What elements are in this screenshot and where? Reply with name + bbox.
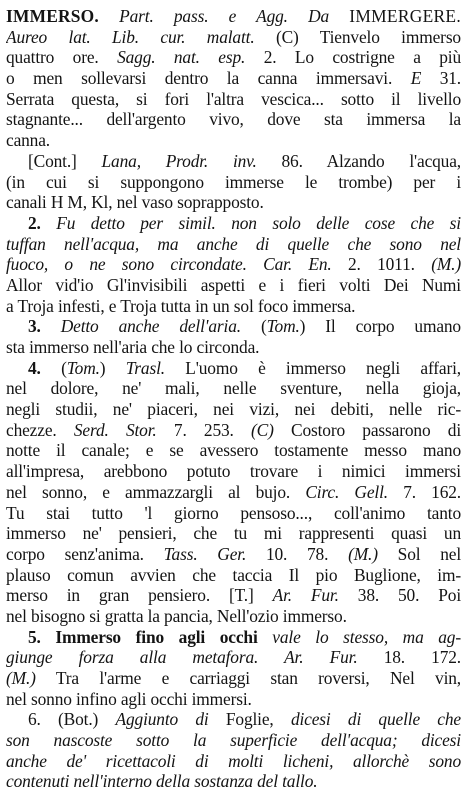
text-segment: sta immerso nell'aria che lo circonda.	[6, 337, 260, 357]
text-line	[6, 172, 461, 193]
text-segment: 2. 1011.	[331, 254, 432, 275]
headword: IMMERSO.	[6, 6, 99, 26]
text-line	[6, 709, 461, 730]
text-line	[6, 234, 461, 255]
text-segment: nel sonno infino agli occhi immersi.	[6, 688, 252, 709]
text-segment: all'impresa, arebbono potuto trovare i nimici immersi	[6, 461, 461, 482]
text-segment: Costoro passarono di	[273, 419, 461, 440]
text-segment: Serrata questa, si fori l'altra vescica... sotto il livello	[6, 88, 461, 109]
text-segment: Sol nel	[377, 543, 461, 564]
text-segment: 18. 172.	[357, 647, 461, 668]
text-line	[6, 6, 461, 27]
text-segment: IMMERGERE.	[349, 6, 461, 26]
text-segment: Tra l'arme e carriaggi stan roversi, Nel vin,	[35, 668, 461, 688]
text-line	[6, 771, 461, 792]
text-line	[6, 337, 461, 358]
text-segment: (	[240, 316, 267, 337]
text-line	[6, 399, 461, 420]
text-line	[6, 585, 461, 606]
text-segment: 3.	[28, 316, 61, 337]
text-line	[6, 565, 461, 586]
text-segment: 5. Immerso fino agli occhi	[28, 626, 258, 647]
text-segment: quattro ore.	[6, 47, 118, 68]
text-line	[6, 130, 461, 151]
text-segment: contenuti nell'interno della sostanza del tallo.	[6, 771, 318, 792]
text-segment: (in cui si suppongono immerse le trombe) per i	[6, 171, 461, 192]
text-segment: 7. 162.	[387, 481, 461, 502]
dictionary-entry-immerso	[6, 6, 461, 792]
text-line	[6, 296, 461, 317]
text-line	[6, 68, 461, 89]
text-segment: Ar. Fur.	[272, 585, 339, 606]
text-segment: nel sonno, e ammazzargli al bujo.	[6, 481, 306, 502]
text-segment: nel dolore, ne' mali, nelle sventure, nella gioja,	[6, 378, 461, 399]
text-line	[6, 751, 461, 772]
text-line	[6, 254, 461, 275]
text-segment: vale lo stesso, ma ag-	[257, 626, 461, 647]
text-segment: Tom.	[66, 357, 100, 378]
text-segment: chezze.	[6, 419, 74, 440]
text-segment: Foglie,	[208, 709, 291, 730]
text-line	[6, 89, 461, 110]
text-segment: o men sollevarsi dentro la canna immersavi.	[6, 68, 411, 89]
text-segment: Sagg. nat. esp.	[117, 47, 246, 68]
text-segment: giunge forza alla metafora. Ar. Fur.	[6, 647, 358, 668]
text-segment: (M.)	[6, 668, 36, 688]
text-segment: 6. (Bot.)	[28, 709, 116, 730]
text-line	[6, 420, 461, 441]
text-line	[6, 316, 461, 337]
text-line	[6, 627, 461, 648]
text-line	[6, 668, 461, 689]
text-segment: notte il canale; e se avessero tostamente messo mano	[6, 440, 461, 461]
text-segment: Fu detto per simil. non solo delle cose che si	[56, 212, 461, 233]
text-segment: 4.	[28, 357, 62, 378]
text-line	[6, 358, 461, 379]
text-segment: (C) Tienvelo immerso	[254, 26, 461, 47]
text-segment: immerso ne' pensieri, che tu mi rappresenti quasi un	[6, 523, 461, 544]
text-segment: fuoco, o ne sono circondate. Car. En.	[6, 254, 332, 275]
text-segment: merso in gran pensiero. [T.]	[6, 585, 273, 606]
text-segment: Allor vid'io Gl'invisibili aspetti e i fieri volti Dei Numi	[6, 274, 461, 295]
text-segment: tuffan nell'acqua, ma anche di quelle che sono nel	[6, 233, 461, 254]
text-segment: 10. 78.	[246, 543, 349, 564]
text-line	[6, 503, 461, 524]
text-segment: canali H M, Kl, nel vaso soprapposto.	[6, 192, 264, 213]
text-line	[6, 440, 461, 461]
text-segment: 2. Lo costrigne a più	[245, 47, 461, 68]
text-segment: nel bisogno si gratta la pancia, Nell'ozio immerso.	[6, 605, 347, 626]
text-segment: (M.)	[348, 543, 378, 564]
text-segment: canna.	[6, 130, 50, 151]
text-segment: Serd. Stor.	[73, 419, 157, 440]
text-segment: dicesi di quelle che	[290, 709, 461, 730]
text-line	[6, 109, 461, 130]
text-segment: 86. Alzando l'acqua,	[256, 150, 461, 171]
text-segment: [Cont.]	[28, 150, 102, 171]
text-segment: negli studii, ne' piaceri, nei vizi, nei debiti, nelle ric-	[6, 399, 461, 420]
text-segment: Lana, Prodr. inv.	[101, 150, 257, 171]
text-line	[6, 647, 461, 668]
text-segment: (	[61, 357, 67, 378]
text-segment: 2.	[28, 212, 57, 233]
text-segment: ) Il corpo umano	[299, 316, 461, 337]
text-line	[6, 544, 461, 565]
text-segment: (M.)	[431, 254, 461, 275]
text-segment: a Troja infesti, e Troja tutta in un sol foco immersa.	[6, 295, 356, 316]
text-line	[6, 47, 461, 68]
text-line	[6, 730, 461, 751]
text-line	[6, 213, 461, 234]
text-segment: stagnante... dell'argento vivo, dove sta immersa la	[6, 109, 461, 130]
text-segment: Aggiunto di	[115, 709, 209, 730]
text-line	[6, 192, 461, 213]
text-line	[6, 27, 461, 48]
text-line	[6, 523, 461, 544]
text-segment: E	[410, 68, 422, 89]
text-segment: 38. 50. Poi	[338, 585, 461, 606]
text-line	[6, 378, 461, 399]
text-segment: (C)	[251, 419, 274, 440]
text-segment: Circ. Gell.	[305, 481, 388, 502]
text-segment: anche de' ricettacoli di molti licheni, allorchè sono	[6, 750, 461, 771]
text-segment: corpo senz'anima.	[6, 543, 164, 564]
text-segment: plauso comun avvien che taccia Il pio Buglione, im-	[6, 564, 461, 585]
text-line	[6, 275, 461, 296]
text-segment: 7. 253.	[156, 419, 252, 440]
text-line	[6, 689, 461, 710]
text-segment: Tom.	[266, 316, 300, 337]
text-segment: L'uomo è immerso negli affari,	[164, 357, 461, 378]
text-segment: Aureo lat. Lib. cur. malatt.	[6, 26, 255, 47]
text-segment: Part. pass. e Agg. Da	[98, 6, 350, 26]
text-line	[6, 482, 461, 503]
text-segment: Detto anche dell'aria.	[60, 316, 241, 337]
text-segment: son nascoste sotto la superficie dell'acqua; dicesi	[6, 730, 461, 751]
text-line	[6, 151, 461, 172]
text-segment: Tass. Ger.	[163, 543, 247, 564]
text-segment: 31.	[421, 68, 461, 89]
text-line	[6, 606, 461, 627]
text-segment: )	[99, 357, 126, 378]
text-segment: Tu stai tutto 'l giorno pensoso..., coll'animo tanto	[6, 502, 461, 523]
text-line	[6, 461, 461, 482]
text-segment: Trasl.	[125, 357, 165, 378]
